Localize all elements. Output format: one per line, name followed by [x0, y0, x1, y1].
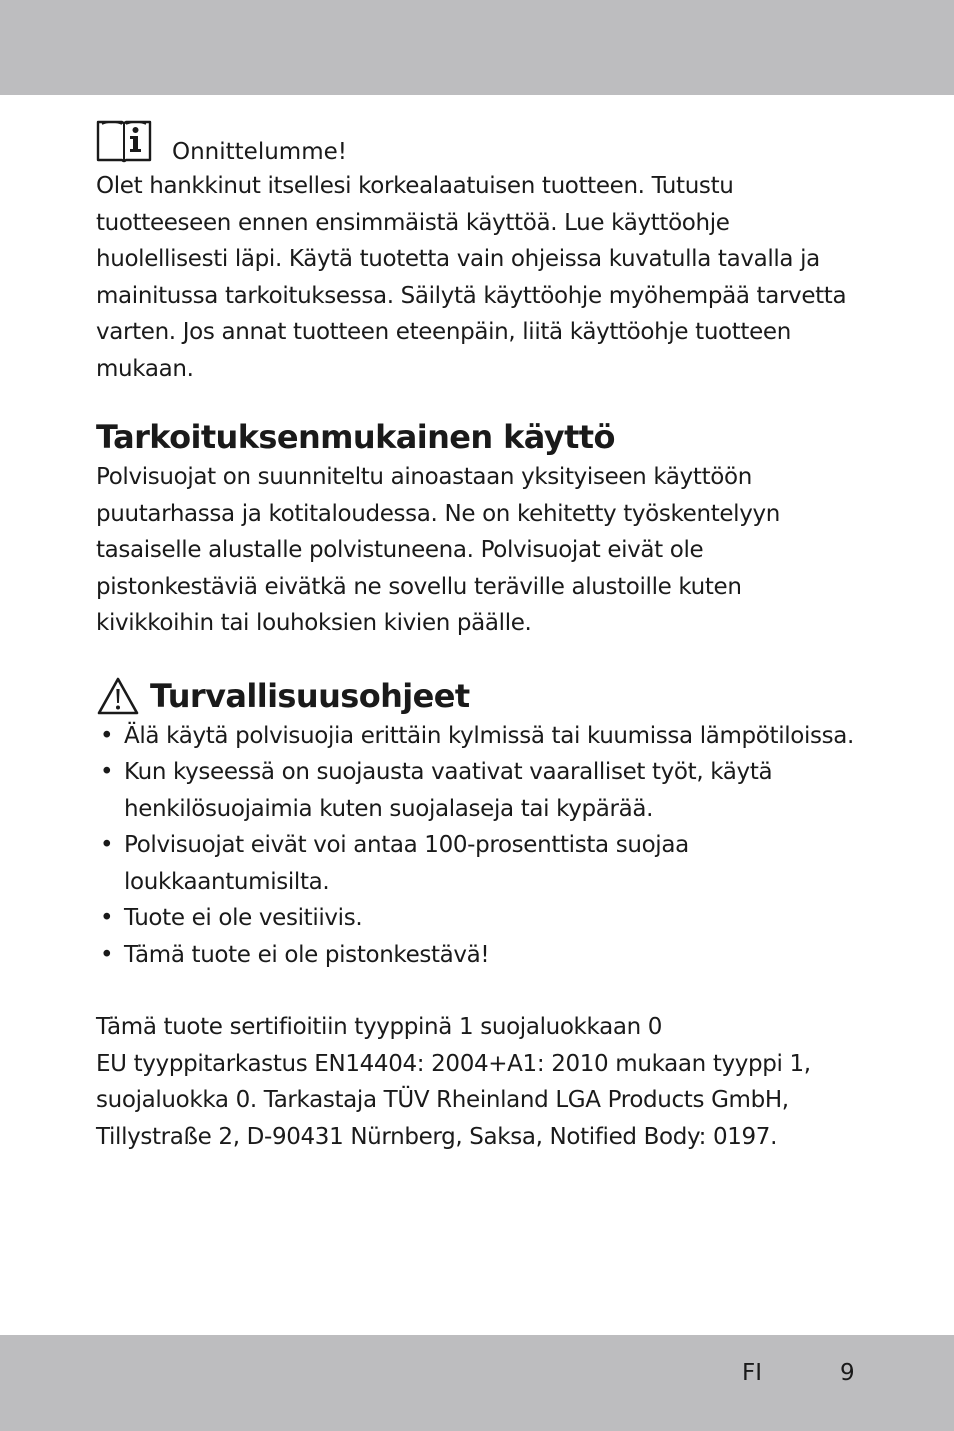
footer-language: FI	[742, 1360, 763, 1386]
warning-triangle-icon	[96, 676, 140, 716]
safety-item: • Älä käytä polvisuojia erittäin kylmissä tai kuumissa lämpötiloissa.	[96, 718, 866, 755]
usage-heading: Tarkoituksenmukainen käyttö	[96, 418, 615, 456]
safety-list	[96, 718, 866, 974]
page-content	[96, 112, 866, 1155]
intro-header	[96, 112, 866, 164]
safety-heading: Turvallisuusohjeet	[150, 676, 470, 715]
safety-heading-row	[96, 674, 866, 718]
info-book-icon	[96, 116, 152, 164]
header-band	[0, 0, 954, 95]
certification-line-2: EU tyyppitarkastus EN14404: 2004+A1: 2010 mukaan tyyppi 1, suojaluokka 0. Tarkastaja TÜV Rheinland LGA Products GmbH, Tillystraße 2, D-90431 Nürnberg, Saksa, Notified Body: 0197.	[96, 1050, 811, 1150]
footer-band	[0, 1335, 954, 1431]
page-number: 9	[840, 1360, 855, 1386]
certification-line-1: Tämä tuote sertifioitiin tyyppinä 1 suojaluokkaan 0	[96, 1014, 663, 1040]
safety-item: • Tämä tuote ei ole pistonkestävä!	[96, 937, 866, 974]
safety-item: • Kun kyseessä on suojausta vaativat vaaralliset työt, käytä henkilösuojaimia kuten suojalaseja tai kypärää.	[96, 754, 866, 827]
usage-paragraph: Polvisuojat on suunniteltu ainoastaan yksityiseen käyttöön puutarhassa ja kotitaloudessa. Ne on kehitetty työskentelyyn tasaiselle alustalle polvistuneena. Polvisuojat eivät ole pistonkestäviä eivätkä ne sovellu teräville alustoille kuten kivikkoihin tai louhoksien kivien päälle.	[96, 464, 780, 636]
safety-item: • Polvisuojat eivät voi antaa 100-prosenttista suojaa loukkaantumisilta.	[96, 827, 866, 900]
intro-title: Onnittelumme!	[172, 139, 347, 165]
safety-item: • Tuote ei ole vesitiivis.	[96, 900, 866, 937]
intro-paragraph: Olet hankkinut itsellesi korkealaatuisen tuotteen. Tutustu tuotteeseen ennen ensimmäistä käyttöä. Lue käyttöohje huolellisesti läpi. Käytä tuotetta vain ohjeissa kuvatulla tavalla ja mainitussa tarkoituksessa. Säilytä käyttöohje myöhempää tarvetta varten. Jos annat tuotteen eteenpäin, liitä käyttöohje tuotteen mukaan.	[96, 173, 847, 382]
